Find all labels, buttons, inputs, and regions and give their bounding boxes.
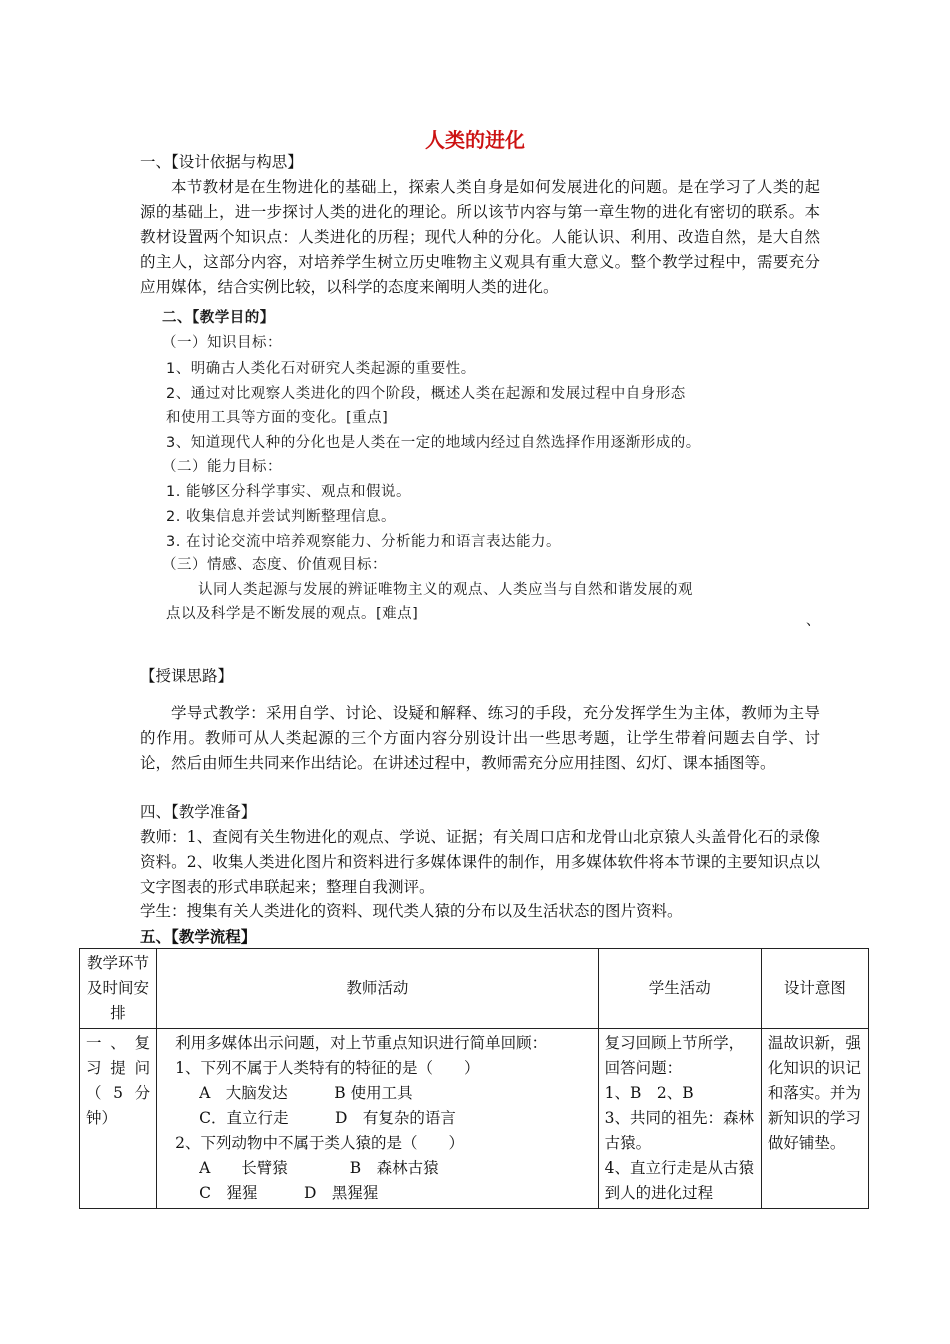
table-row xyxy=(80,1029,869,1209)
header-intent: 设计意图 xyxy=(761,949,868,1029)
teacher-line: 1、下列不属于人类特有的特征的是（ ） xyxy=(175,1059,480,1077)
teacher-activity-cell xyxy=(157,1029,599,1209)
section4-heading: 四、【教学准备】 xyxy=(140,803,257,821)
stage-line: 钟） xyxy=(86,1109,118,1127)
header-student: 学生活动 xyxy=(598,949,761,1029)
stage-cell xyxy=(80,1029,157,1209)
teacher-line: C 猩猩 D 黑猩猩 xyxy=(199,1184,379,1202)
knowledge-item: 2、通过对比观察人类进化的四个阶段，概述人类在起源和发展过程中自身形态 xyxy=(166,386,686,402)
section5-heading: 五、【教学流程】 xyxy=(140,927,257,946)
stray-mark: 、 xyxy=(806,613,820,629)
stage-line: 习提问 xyxy=(86,1059,151,1077)
table-header-row xyxy=(80,949,869,1029)
design-intent-cell: 温故识新，强化知识的识记和落实。并为新知识的学习做好铺垫。 xyxy=(761,1029,868,1209)
stage-line: 一、复 xyxy=(86,1034,151,1052)
emotion-heading: （三）情感、态度、价值观目标： xyxy=(162,557,387,573)
ability-heading: （二）能力目标： xyxy=(162,459,282,475)
ability-item: 3. 在讨论交流中培养观察能力、分析能力和语言表达能力。 xyxy=(166,534,561,550)
section2-heading: 二、【教学目的】 xyxy=(162,310,275,326)
teacher-line: C．直立行走 D 有复杂的语言 xyxy=(199,1109,456,1127)
ability-item: 2. 收集信息并尝试判断整理信息。 xyxy=(166,509,396,525)
teacher-line: 2、下列动物中不属于类人猿的是（ ） xyxy=(175,1134,464,1152)
section1-paragraph: 本节教材是在生物进化的基础上，探索人类自身是如何发展进化的问题。是在学习了人类的起源的基础上，进一步探讨人类的进化的理论。所以该节内容与第一章生物的进化有密切的联系。本教材设置两个知识点：人类进化的历程；现代人种的分化。人能认识、利用、改造自然，是大自然的主人，这部分内容，对培养学生树立历史唯物主义观具有重大意义。整个教学过程中，需要充分应用媒体，结合实例比较，以科学的态度来阐明人类的进化。 xyxy=(140,178,820,296)
teaching-flow-table xyxy=(79,948,869,1209)
stage-line: （5分 xyxy=(86,1084,151,1102)
teacher-line: 利用多媒体出示问题，对上节重点知识进行简单回顾： xyxy=(175,1034,548,1052)
header-stage: 教学环节及时间安排 xyxy=(80,949,157,1029)
knowledge-item: 1、明确古人类化石对研究人类起源的重要性。 xyxy=(166,361,476,377)
ability-item: 1. 能够区分科学事实、观点和假说。 xyxy=(166,484,411,500)
teacher-line: A 大脑发达 B 使用工具 xyxy=(199,1084,413,1102)
page-title: 人类的进化 xyxy=(425,128,525,152)
section3-heading: 【授课思路】 xyxy=(140,667,234,685)
teacher-line: A 长臂猿 B 森林古猿 xyxy=(199,1159,439,1177)
student-activity-cell xyxy=(598,1029,761,1209)
section1-heading: 一、【设计依据与构思】 xyxy=(140,153,303,171)
student-line: 3、共同的祖先：森林古猿。 xyxy=(604,1109,755,1152)
student-line: 1、B 2、B xyxy=(604,1084,694,1102)
knowledge-item: 和使用工具等方面的变化。[重点] xyxy=(166,410,389,426)
section3-paragraph: 学导式教学：采用自学、讨论、设疑和解释、练习的手段，充分发挥学生为主体，教师为主导的作用。教师可从人类起源的三个方面内容分别设计出一些思考题，让学生带着问题去自学、讨论，然后由师生共同来作出结论。在讲述过程中，教师需充分应用挂图、幻灯、课本插图等。 xyxy=(140,704,820,772)
header-teacher: 教师活动 xyxy=(157,949,599,1029)
knowledge-heading: （一）知识目标： xyxy=(162,335,282,351)
student-line: 4、直立行走是从古猿到人的进化过程 xyxy=(604,1159,755,1202)
knowledge-item: 3、知道现代人种的分化也是人类在一定的地域内经过自然选择作用逐渐形成的。 xyxy=(166,435,701,451)
section4-student: 学生：搜集有关人类进化的资料、现代类人猿的分布以及生活状态的图片资料。 xyxy=(140,902,683,920)
emotion-line: 认同人类起源与发展的辨证唯物主义的观点、人类应当与自然和谐发展的观 xyxy=(198,582,693,598)
student-line: 复习回顾上节所学，回答问题： xyxy=(604,1034,745,1077)
emotion-line: 点以及科学是不断发展的观点。[难点] xyxy=(166,606,419,622)
section4-teacher: 教师：1、查阅有关生物进化的观点、学说、证据；有关周口店和龙骨山北京猿人头盖骨化石的录像资料。2、收集人类进化图片和资料进行多媒体课件的制作，用多媒体软件将本节课的主要知识点以文字图表的形式串联起来；整理自我测评。 xyxy=(140,828,820,896)
